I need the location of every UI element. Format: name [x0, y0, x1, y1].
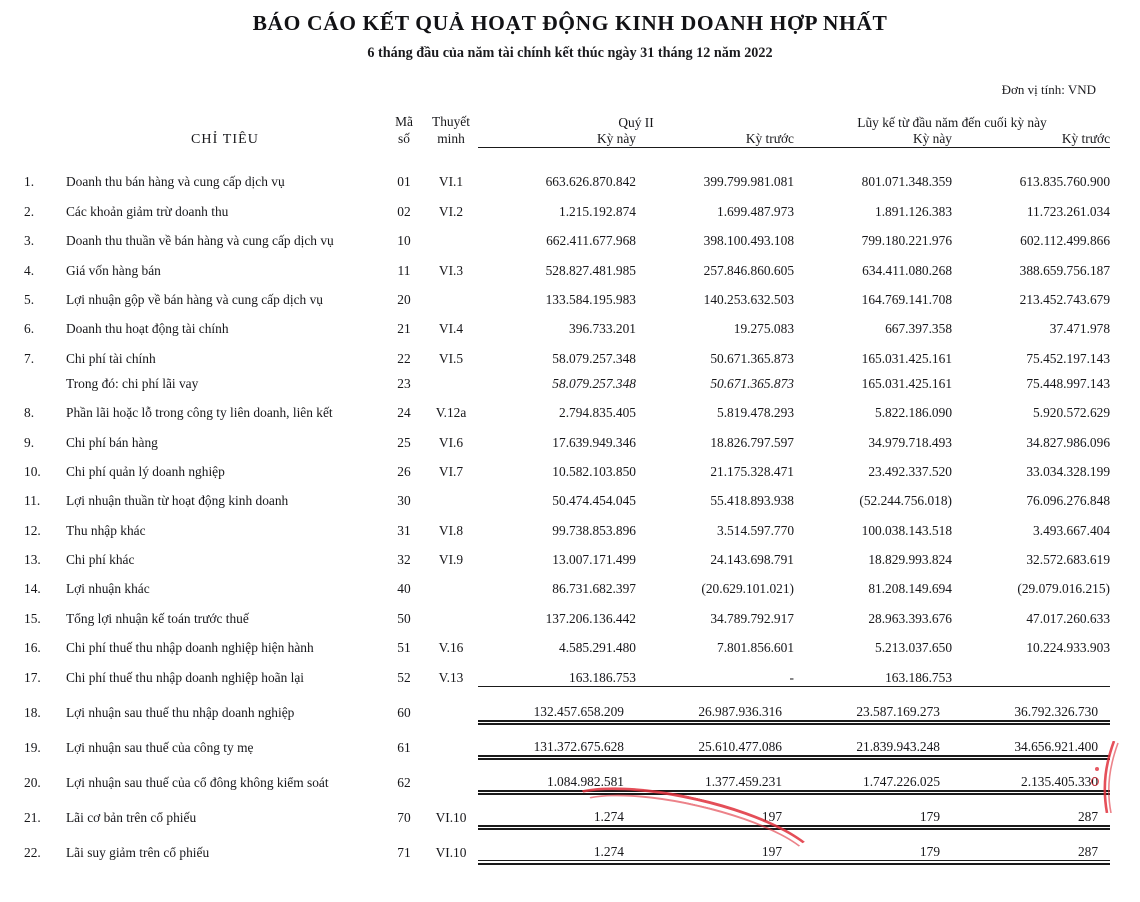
- table-row: [24, 220, 1110, 249]
- page-subtitle: 6 tháng đầu của năm tài chính kết thúc ngày 31 tháng 12 năm 2022: [367, 45, 773, 61]
- value-cumulative-prior: 10.224.933.903: [1026, 640, 1111, 656]
- table-row: [24, 190, 1110, 219]
- value-quarter-prior: 1.377.459.231: [636, 756, 794, 791]
- header-spacer-a: [24, 114, 66, 131]
- row-index: 1.: [24, 174, 35, 190]
- row-label: Chi phí khác: [66, 552, 135, 568]
- row-code: 22: [397, 350, 411, 366]
- table-row: [24, 721, 1110, 756]
- row-index: 14.: [24, 581, 41, 597]
- table-row: [24, 509, 1110, 538]
- page-title: BÁO CÁO KẾT QUẢ HOẠT ĐỘNG KINH DOANH HỢP NHẤT: [252, 11, 888, 35]
- value-cumulative-current: 23.492.337.520: [868, 463, 953, 479]
- row-index: 2.: [24, 203, 35, 219]
- value-quarter-current: 86.731.682.397: [552, 581, 636, 597]
- header-col-cumulative-prior: Kỳ trước: [952, 131, 1110, 148]
- row-note-ref: [424, 568, 478, 597]
- row-label: Chi phí quản lý doanh nghiệp: [66, 463, 225, 479]
- value-cumulative-prior: (29.079.016.215): [1017, 581, 1111, 597]
- row-note-ref: [424, 756, 478, 791]
- row-label: Chi phí bán hàng: [66, 434, 158, 450]
- row-note-ref: VI.5: [438, 350, 464, 366]
- row-note-ref: [424, 279, 478, 308]
- value-quarter-current: 662.411.677.968: [546, 233, 636, 249]
- table-row: [24, 249, 1110, 278]
- value-quarter-current: 132.457.658.209: [478, 686, 636, 721]
- value-cumulative-current: 34.979.718.493: [868, 434, 953, 450]
- row-note-ref: V.16: [438, 640, 464, 656]
- row-code: 01: [397, 174, 411, 190]
- row-index: 17.: [24, 670, 41, 686]
- row-code: 40: [397, 581, 411, 597]
- row-label: Lợi nhuận sau thuế của cổ đông không kiểm soát: [66, 775, 329, 791]
- value-quarter-prior: 24.143.698.791: [710, 552, 795, 568]
- table-row: [24, 627, 1110, 656]
- row-index: 13.: [24, 552, 41, 568]
- value-quarter-prior: 19.275.083: [733, 321, 795, 337]
- table-row: [24, 686, 1110, 721]
- value-cumulative-current: 799.180.221.976: [861, 233, 953, 249]
- value-cumulative-current: 165.031.425.161: [861, 375, 953, 391]
- table-row: [24, 279, 1110, 308]
- row-index: 16.: [24, 640, 41, 656]
- table-row: [24, 392, 1110, 421]
- row-code: 61: [397, 740, 411, 756]
- row-label: Lợi nhuận thuần từ hoạt động kinh doanh: [66, 493, 289, 509]
- row-index: 5.: [24, 291, 35, 307]
- value-quarter-prior: 21.175.328.471: [710, 463, 795, 479]
- value-quarter-prior: -: [789, 669, 795, 685]
- value-quarter-prior: 197: [636, 791, 794, 826]
- row-code: 32: [397, 552, 411, 568]
- value-cumulative-current: 801.071.348.359: [861, 174, 953, 190]
- value-quarter-current: 133.584.195.983: [545, 291, 636, 307]
- row-label: Phần lãi hoặc lỗ trong công ty liên doanh, liên kết: [66, 405, 333, 421]
- value-quarter-prior: 5.819.478.293: [717, 405, 795, 421]
- value-quarter-current: 10.582.103.850: [552, 463, 636, 479]
- value-cumulative-prior: 33.034.328.199: [1026, 463, 1111, 479]
- value-cumulative-prior: 75.448.997.143: [1026, 375, 1111, 391]
- value-quarter-current: 396.733.201: [569, 321, 636, 337]
- value-cumulative-prior: 37.471.978: [1049, 321, 1111, 337]
- header-spacer-cell: [24, 148, 1110, 162]
- row-note-ref: VI.9: [438, 552, 464, 568]
- document-page: [0, 11, 1140, 860]
- table-row: [24, 337, 1110, 366]
- row-note-ref: VI.1: [438, 174, 464, 190]
- row-label: Trong đó: chi phí lãi vay: [66, 375, 199, 391]
- value-cumulative-current: 100.038.143.518: [861, 522, 953, 538]
- value-cumulative-current: 18.829.993.824: [868, 552, 953, 568]
- row-code: 24: [397, 405, 411, 421]
- value-quarter-current: 663.626.870.842: [545, 174, 636, 190]
- value-cumulative-current: 28.963.393.676: [868, 610, 953, 626]
- value-cumulative-prior: 5.920.572.629: [1033, 405, 1111, 421]
- row-code: 21: [397, 321, 411, 337]
- header-col-quarter-current: Kỳ này: [478, 131, 636, 148]
- value-cumulative-prior: 3.493.667.404: [1033, 522, 1111, 538]
- row-note-ref: V.13: [438, 670, 464, 686]
- value-cumulative-prior: 213.452.743.679: [1019, 291, 1111, 307]
- table-row: [24, 308, 1110, 337]
- value-cumulative-prior: 47.017.260.633: [1026, 610, 1111, 626]
- value-quarter-current: 58.079.257.348: [552, 350, 636, 366]
- header-group-row: [24, 114, 1110, 131]
- row-label: Chi phí thuế thu nhập doanh nghiệp hiện hành: [66, 640, 314, 656]
- row-note-ref: VI.10: [435, 810, 467, 826]
- value-cumulative-current: 5.213.037.650: [875, 640, 953, 656]
- row-code: 20: [397, 291, 411, 307]
- row-index: 8.: [24, 405, 35, 421]
- row-index: 20.: [24, 775, 41, 791]
- table-row: [24, 539, 1110, 568]
- row-index: 15.: [24, 610, 41, 626]
- row-code: 70: [397, 810, 411, 826]
- value-quarter-current: 1.215.192.874: [559, 203, 636, 219]
- row-code: 50: [397, 610, 411, 626]
- value-cumulative-prior: 75.452.197.143: [1026, 350, 1111, 366]
- table-row: [24, 826, 1110, 861]
- value-cumulative-current: 1.891.126.383: [875, 203, 953, 219]
- row-label: Tổng lợi nhuận kế toán trước thuế: [66, 610, 249, 626]
- value-cumulative-prior: 388.659.756.187: [1019, 262, 1111, 278]
- header-sub-row: [24, 131, 1110, 148]
- header-spacer-c: [24, 131, 66, 148]
- value-cumulative-current: 21.839.943.248: [794, 721, 952, 756]
- row-index: 6.: [24, 321, 35, 337]
- value-quarter-prior: 399.799.981.081: [703, 174, 795, 190]
- table-header: [24, 114, 1110, 161]
- currency-unit-note: Đơn vị tính: VND: [1001, 82, 1096, 97]
- row-label: Doanh thu hoạt động tài chính: [66, 321, 229, 337]
- row-index: 11.: [24, 493, 41, 509]
- value-cumulative-current: (52.244.756.018): [859, 493, 953, 509]
- value-cumulative-prior: 76.096.276.848: [1026, 493, 1111, 509]
- value-cumulative-prior: 287: [952, 826, 1110, 861]
- value-quarter-prior: 7.801.856.601: [717, 640, 795, 656]
- row-code: 62: [397, 775, 411, 791]
- header-col-cumulative-current: Kỳ này: [794, 131, 952, 148]
- value-quarter-prior: 257.846.860.605: [703, 262, 795, 278]
- row-label: Các khoản giảm trừ doanh thu: [66, 203, 229, 219]
- header-thuyetminh-line1: Thuyết: [432, 114, 470, 129]
- value-quarter-prior: 398.100.493.108: [703, 233, 795, 249]
- value-quarter-current: 17.639.949.346: [552, 434, 636, 450]
- row-code: 51: [397, 640, 411, 656]
- value-cumulative-current: 634.411.080.268: [862, 262, 953, 278]
- row-index: 4.: [24, 262, 35, 278]
- value-quarter-current: 99.738.853.896: [552, 522, 636, 538]
- row-index: 12.: [24, 522, 41, 538]
- row-code: 26: [397, 463, 411, 479]
- row-code: 60: [397, 705, 411, 721]
- row-label: Lợi nhuận khác: [66, 581, 150, 597]
- header-ma-line2: số: [398, 130, 410, 146]
- row-label: Doanh thu bán hàng và cung cấp dịch vụ: [66, 174, 285, 190]
- row-label: Thu nhập khác: [66, 522, 146, 538]
- row-code: 25: [397, 434, 411, 450]
- row-code: 30: [397, 493, 411, 509]
- row-note-ref: VI.6: [438, 434, 464, 450]
- row-code: 71: [397, 844, 411, 860]
- value-cumulative-current: 179: [794, 791, 952, 826]
- row-label: Lợi nhuận sau thuế của công ty mẹ: [66, 740, 254, 756]
- header-thuyetminh-line2: minh: [437, 130, 465, 146]
- value-quarter-prior: 50.671.365.873: [710, 375, 795, 391]
- row-code: 23: [397, 375, 411, 391]
- value-cumulative-current: 165.031.425.161: [861, 350, 953, 366]
- value-cumulative-current: 179: [794, 826, 952, 861]
- row-note-ref: [424, 721, 478, 756]
- value-quarter-current: 1.274: [478, 826, 636, 861]
- row-note-ref: [424, 597, 478, 626]
- value-quarter-prior: 197: [636, 826, 794, 861]
- value-quarter-current: 13.007.171.499: [552, 552, 636, 568]
- row-index: 18.: [24, 705, 41, 721]
- value-quarter-prior: 50.671.365.873: [710, 350, 795, 366]
- value-cumulative-current: 1.747.226.025: [794, 756, 952, 791]
- table-row: [24, 756, 1110, 791]
- value-quarter-current: 50.474.454.045: [552, 493, 636, 509]
- value-cumulative-prior: 11.723.261.034: [1026, 203, 1111, 219]
- value-cumulative-prior: 287: [952, 791, 1110, 826]
- value-quarter-prior: 34.789.792.917: [710, 610, 795, 626]
- header-spacer-row: [24, 148, 1110, 162]
- table-body: [24, 161, 1110, 861]
- row-index: 10.: [24, 463, 41, 479]
- row-label: Giá vốn hàng bán: [66, 262, 161, 278]
- row-note-ref: VI.3: [438, 262, 464, 278]
- row-label: Chi phí tài chính: [66, 350, 156, 366]
- value-quarter-current: 2.794.835.405: [559, 405, 636, 421]
- row-label: Chi phí thuế thu nhập doanh nghiệp hoãn lại: [66, 670, 305, 686]
- row-index: 9.: [24, 434, 35, 450]
- value-cumulative-prior: 613.835.760.900: [1019, 174, 1111, 190]
- table-row: [24, 421, 1110, 450]
- value-quarter-prior: (20.629.101.021): [701, 581, 795, 597]
- row-note-ref: V.12a: [435, 405, 467, 421]
- value-quarter-current: 528.827.481.985: [545, 262, 636, 278]
- row-index: [24, 367, 66, 392]
- row-note-ref: [424, 686, 478, 721]
- value-quarter-prior: 1.699.487.973: [717, 203, 795, 219]
- row-label: Lãi suy giảm trên cổ phiếu: [66, 844, 210, 860]
- value-cumulative-current: 163.186.753: [885, 669, 953, 685]
- header-ma-line1: Mã: [395, 114, 413, 129]
- row-code: 52: [397, 670, 411, 686]
- row-label: Lợi nhuận sau thuế thu nhập doanh nghiệp: [66, 705, 295, 721]
- table-row: [24, 656, 1110, 686]
- value-cumulative-current: 667.397.358: [885, 321, 953, 337]
- value-cumulative-prior: 32.572.683.619: [1026, 552, 1111, 568]
- value-quarter-prior: 140.253.632.503: [703, 291, 795, 307]
- value-cumulative-prior: 36.792.326.730: [952, 686, 1110, 721]
- table-row: [24, 367, 1110, 392]
- value-quarter-current: 131.372.675.628: [478, 721, 636, 756]
- value-cumulative-current: 164.769.141.708: [861, 291, 953, 307]
- row-label: Doanh thu thuần về bán hàng và cung cấp dịch vụ: [66, 233, 334, 249]
- value-quarter-prior: 18.826.797.597: [710, 434, 795, 450]
- row-label: Lãi cơ bản trên cổ phiếu: [66, 810, 197, 826]
- value-quarter-prior: 55.418.893.938: [710, 493, 795, 509]
- header-group-cumulative: Lũy kế từ đầu năm đến cuối kỳ này: [857, 114, 1047, 130]
- row-note-ref: VI.7: [438, 463, 464, 479]
- value-quarter-prior: 3.514.597.770: [717, 522, 795, 538]
- row-code: 11: [397, 262, 411, 278]
- row-index: 22.: [24, 844, 41, 860]
- value-cumulative-prior: 34.656.921.400: [952, 721, 1110, 756]
- header-group-quarter: Quý II: [618, 114, 654, 130]
- row-note-ref: [424, 220, 478, 249]
- value-cumulative-current: 23.587.169.273: [794, 686, 952, 721]
- value-cumulative-prior: 2.135.405.330: [952, 756, 1110, 791]
- row-note-ref: VI.8: [438, 522, 464, 538]
- value-quarter-current: 1.084.982.581: [478, 756, 636, 791]
- row-index: 7.: [24, 350, 35, 366]
- income-statement-table: [24, 114, 1110, 861]
- value-quarter-current: 1.274: [478, 791, 636, 826]
- header-col-quarter-prior: Kỳ trước: [636, 131, 794, 148]
- table-row: [24, 451, 1110, 480]
- value-cumulative-current: 81.208.149.694: [868, 581, 953, 597]
- row-note-ref: [424, 367, 478, 392]
- table-row: [24, 791, 1110, 826]
- value-quarter-current: 137.206.136.442: [545, 610, 636, 626]
- row-code: 10: [397, 233, 411, 249]
- row-label: Lợi nhuận gộp về bán hàng và cung cấp dịch vụ: [66, 291, 323, 307]
- table-row: [24, 480, 1110, 509]
- value-cumulative-current: 5.822.186.090: [875, 405, 953, 421]
- value-cumulative-prior: [952, 656, 1110, 686]
- row-index: 21.: [24, 810, 41, 826]
- row-note-ref: [424, 480, 478, 509]
- table-row: [24, 597, 1110, 626]
- value-cumulative-prior: 34.827.986.096: [1026, 434, 1111, 450]
- value-quarter-prior: 25.610.477.086: [636, 721, 794, 756]
- header-spacer-b: [66, 114, 384, 131]
- value-quarter-current: 4.585.291.480: [559, 640, 636, 656]
- row-code: 31: [397, 522, 411, 538]
- row-index: 3.: [24, 233, 35, 249]
- table-row: [24, 568, 1110, 597]
- value-quarter-current: 58.079.257.348: [552, 375, 636, 391]
- row-code: 02: [397, 203, 411, 219]
- header-chi-tieu: CHỈ TIÊU: [190, 131, 260, 147]
- value-quarter-prior: 26.987.936.316: [636, 686, 794, 721]
- row-note-ref: VI.10: [435, 844, 467, 860]
- value-cumulative-prior: 602.112.499.866: [1020, 233, 1111, 249]
- row-note-ref: VI.4: [438, 321, 464, 337]
- value-quarter-current: 163.186.753: [569, 669, 636, 685]
- row-note-ref: VI.2: [438, 203, 464, 219]
- table-row: [24, 161, 1110, 190]
- row-index: 19.: [24, 740, 41, 756]
